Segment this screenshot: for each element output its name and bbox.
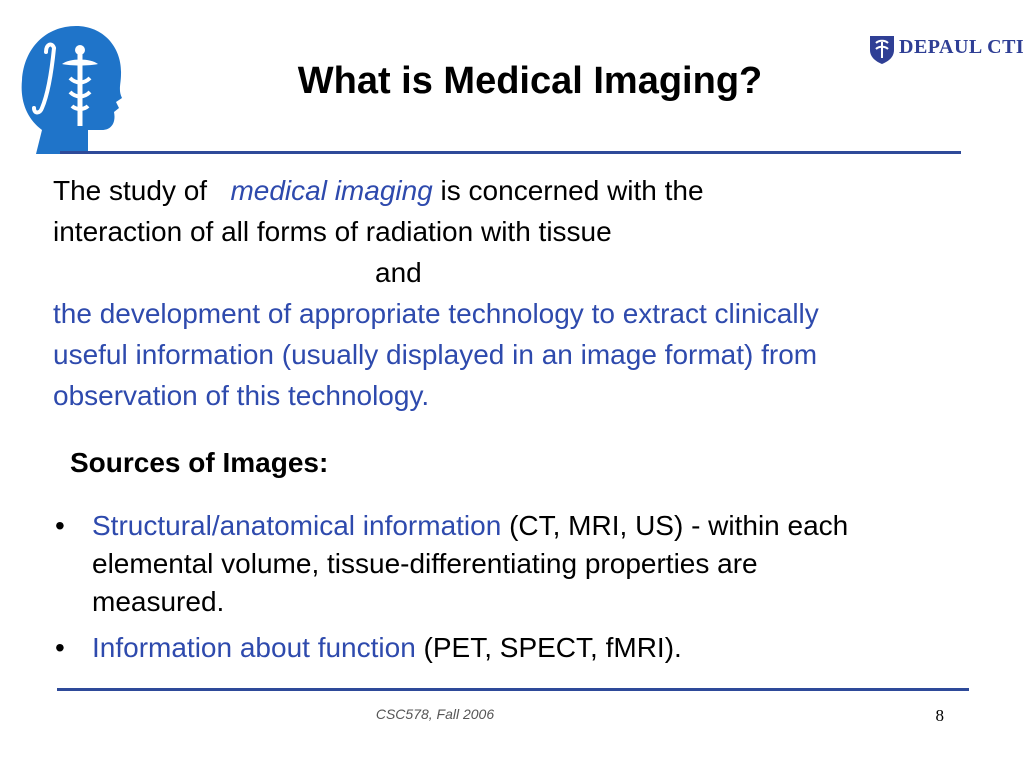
intro-blue-line: observation of this technology.	[53, 380, 430, 411]
bullet-marker: •	[55, 632, 65, 663]
bullet-marker: •	[55, 510, 65, 541]
list-item	[55, 629, 1020, 667]
bullet-text: (PET, SPECT, fMRI).	[423, 632, 682, 663]
intro-suffix: is concerned with the	[440, 175, 704, 206]
footer-course: CSC578, Fall 2006	[375, 706, 495, 722]
intro-blue-line: useful information (usually displayed in an image format) from	[53, 339, 818, 370]
page-number: 8	[935, 706, 944, 725]
bullet-text: (CT, MRI, US) - within each	[509, 510, 849, 541]
slicer-head-logo	[18, 22, 126, 154]
intro-paragraph	[53, 170, 1013, 416]
list-item	[55, 507, 1020, 621]
title-divider	[60, 151, 961, 154]
intro-term: medical imaging	[230, 175, 433, 206]
bullet-text: elemental volume, tissue-differentiating properties are	[92, 548, 758, 579]
intro-blue-line: the development of appropriate technology to extract clinically	[53, 298, 819, 329]
sources-heading: Sources of Images:	[70, 447, 329, 478]
depaul-cti-wordmark: DEPAUL CTI	[899, 36, 1024, 58]
bullet-highlight: Structural/anatomical information	[92, 510, 502, 541]
intro-prefix: The study of	[53, 175, 208, 206]
bullet-highlight: Information about function	[92, 632, 416, 663]
slide-title: What is Medical Imaging?	[297, 60, 763, 102]
intro-connector: and	[375, 257, 422, 288]
intro-line-2: interaction of all forms of radiation with tissue	[53, 216, 612, 247]
sources-list	[55, 507, 1020, 675]
bullet-text: measured.	[92, 586, 225, 617]
intro-line-1	[53, 170, 1013, 211]
footer-divider	[57, 688, 969, 691]
